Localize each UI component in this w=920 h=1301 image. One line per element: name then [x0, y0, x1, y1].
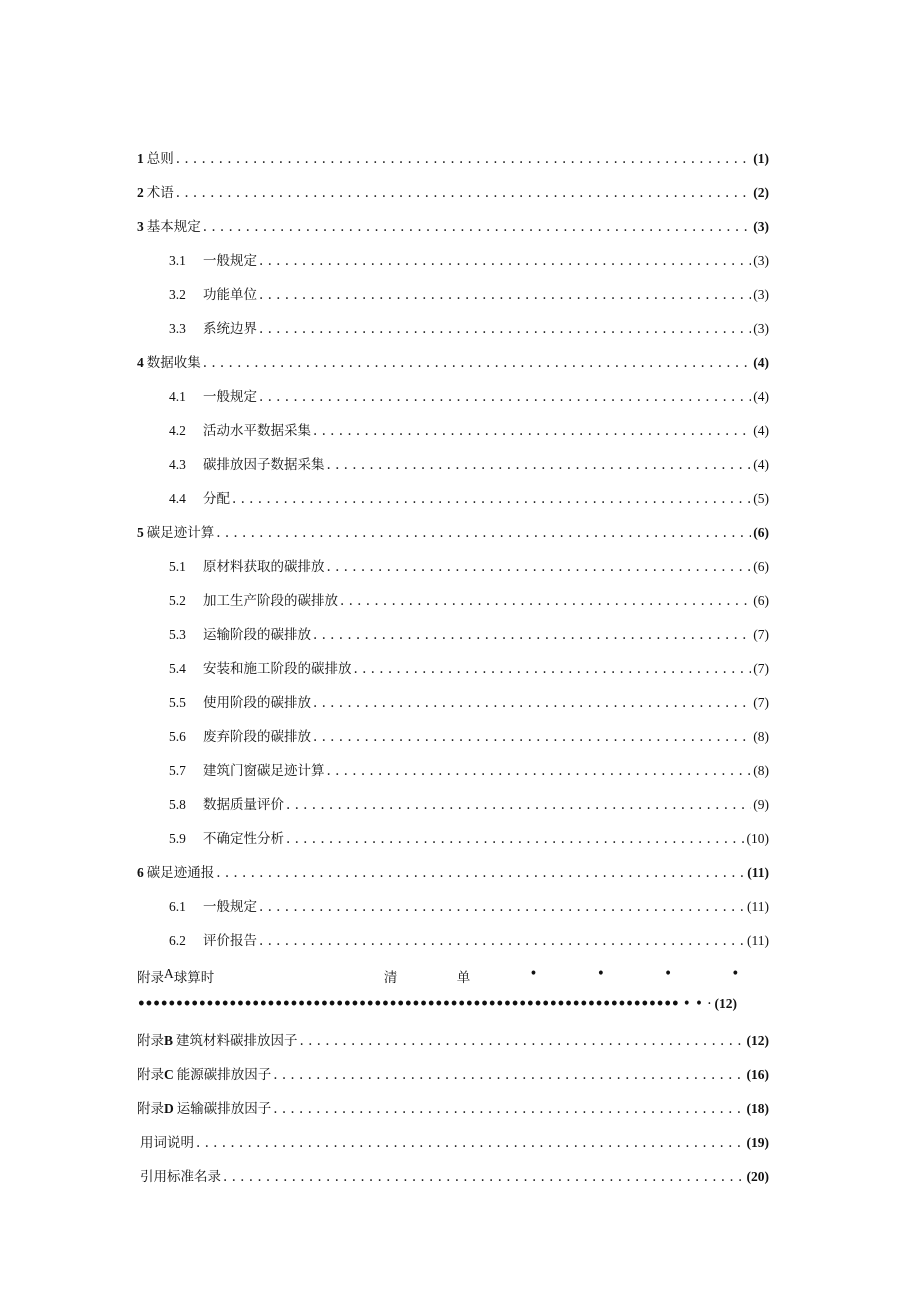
leader-dots	[203, 352, 752, 374]
toc-page: (8)	[753, 729, 769, 744]
toc-number: 4	[137, 355, 144, 370]
toc-number: 5.8	[169, 797, 186, 812]
toc-title: 活动水平数据采集	[203, 423, 311, 439]
toc-title: 术语	[146, 185, 174, 201]
toc-title: 碳足迹通报	[146, 865, 215, 881]
toc-title: 用词说明	[140, 1135, 194, 1151]
appendix-a-char: 清	[383, 970, 398, 986]
leader-dots	[203, 216, 752, 238]
leader-dots	[313, 420, 751, 442]
toc-title: 评价报告	[203, 933, 257, 949]
toc-row[interactable]	[137, 1166, 769, 1200]
appendix-a-spread	[214, 966, 769, 986]
toc-row-appendix[interactable]	[137, 1030, 769, 1064]
toc-title: 废弃阶段的碳排放	[203, 729, 311, 745]
appendix-mark: B	[164, 1033, 174, 1048]
toc-title: 一般规定	[203, 389, 257, 405]
toc-row[interactable]	[137, 760, 769, 794]
leader-dots	[273, 1098, 744, 1120]
toc-title: 分配	[203, 491, 230, 507]
leader-dots	[259, 250, 751, 272]
toc-title: 原材料获取的碳排放	[203, 559, 325, 575]
toc-row[interactable]	[137, 454, 769, 488]
appendix-prefix: 附录	[137, 970, 164, 986]
appendix-a-tail: • • ·	[682, 996, 712, 1012]
toc-row[interactable]	[137, 862, 769, 896]
toc-row[interactable]	[137, 590, 769, 624]
toc-number: 2	[137, 185, 144, 200]
toc-title: 建筑材料碳排放因子	[176, 1033, 298, 1049]
appendix-a-label	[137, 966, 214, 986]
bullet-dot: •	[596, 966, 605, 982]
toc-number: 3	[137, 219, 144, 234]
leader-dots	[176, 182, 752, 204]
appendix-title: 球算时	[173, 970, 215, 986]
toc-title: 运输碳排放因子	[176, 1101, 272, 1117]
leader-dots	[176, 148, 752, 170]
leader-dots	[232, 488, 751, 510]
toc-title: 不确定性分析	[203, 831, 284, 847]
toc-row[interactable]	[137, 930, 769, 964]
leader-dots	[327, 454, 752, 476]
toc-number: 5.1	[169, 559, 186, 574]
leader-dots	[223, 1166, 745, 1188]
toc-row[interactable]	[137, 488, 769, 522]
toc-row[interactable]	[137, 556, 769, 590]
toc-row[interactable]	[137, 352, 769, 386]
toc-page: (6)	[753, 525, 769, 540]
toc-row[interactable]	[137, 216, 769, 250]
toc-page: (7)	[753, 695, 769, 710]
leader-dots	[273, 1064, 744, 1086]
toc-page: (16)	[746, 1067, 769, 1082]
toc-row[interactable]	[137, 726, 769, 760]
leader-dots	[259, 318, 751, 340]
appendix-prefix: 附录	[137, 1067, 164, 1083]
toc-title: 安装和施工阶段的碳排放	[203, 661, 352, 677]
bullet-leader	[137, 996, 680, 1012]
toc-row[interactable]	[137, 386, 769, 420]
toc-row[interactable]	[137, 794, 769, 828]
leader-dots	[259, 930, 745, 952]
leader-dots	[354, 658, 752, 680]
toc-title: 系统边界	[203, 321, 257, 337]
toc-number: 5.9	[169, 831, 186, 846]
toc-number: 3.3	[169, 321, 186, 336]
toc-row[interactable]	[137, 148, 769, 182]
toc-row-appendix[interactable]	[137, 1064, 769, 1098]
leader-dots	[286, 794, 751, 816]
toc-row[interactable]	[137, 318, 769, 352]
toc-page: (1)	[753, 151, 769, 166]
toc-row[interactable]	[137, 522, 769, 556]
toc-number: 3.2	[169, 287, 186, 302]
appendix-mark: D	[164, 1101, 174, 1116]
toc-number: 4.2	[169, 423, 186, 438]
leader-dots	[259, 386, 751, 408]
bullet-dot: •	[731, 966, 740, 982]
leader-dots	[313, 692, 751, 714]
toc-title: 建筑门窗碳足迹计算	[203, 763, 325, 779]
toc-page: (7)	[753, 627, 769, 642]
leader-dots	[259, 284, 751, 306]
table-of-contents	[137, 148, 769, 1200]
toc-row[interactable]	[137, 624, 769, 658]
toc-row[interactable]	[137, 420, 769, 454]
toc-title: 数据质量评价	[203, 797, 284, 813]
leader-dots	[313, 624, 751, 646]
appendix-a-char: 单	[456, 970, 471, 986]
toc-title: 一般规定	[203, 253, 257, 269]
appendix-mark: C	[164, 1067, 174, 1082]
toc-title: 运输阶段的碳排放	[203, 627, 311, 643]
appendix-prefix: 附录	[137, 1101, 164, 1117]
toc-title: 基本规定	[146, 219, 201, 235]
toc-title: 使用阶段的碳排放	[203, 695, 311, 711]
toc-row[interactable]	[137, 250, 769, 284]
toc-number: 6.2	[169, 933, 186, 948]
toc-title: 功能单位	[203, 287, 257, 303]
leader-dots	[340, 590, 751, 612]
toc-row[interactable]	[137, 658, 769, 692]
toc-page: (3)	[753, 287, 769, 302]
toc-number: 6	[137, 865, 144, 880]
toc-page: (4)	[753, 355, 769, 370]
toc-row[interactable]	[137, 284, 769, 318]
toc-page: (3)	[753, 253, 769, 268]
toc-page: (9)	[753, 797, 769, 812]
toc-page: (3)	[753, 219, 769, 234]
toc-number: 4.3	[169, 457, 186, 472]
toc-title: 加工生产阶段的碳排放	[203, 593, 338, 609]
toc-row-appendix-a[interactable]	[137, 966, 769, 1026]
toc-page: (4)	[753, 423, 769, 438]
toc-title: 碳足迹计算	[146, 525, 215, 541]
toc-page: (11)	[747, 865, 769, 880]
toc-title: 能源碳排放因子	[176, 1067, 272, 1083]
appendix-a-continuation	[137, 996, 737, 1026]
appendix-a-line	[137, 966, 769, 988]
toc-number: 5	[137, 525, 144, 540]
toc-page: (4)	[753, 389, 769, 404]
leader-dots	[286, 828, 745, 850]
toc-number: 5.4	[169, 661, 186, 676]
bullet-dot: •	[664, 966, 673, 982]
leader-dots	[196, 1132, 745, 1154]
leader-dots	[216, 522, 751, 544]
toc-number: 4.1	[169, 389, 186, 404]
leader-dots	[216, 862, 745, 884]
toc-number: 4.4	[169, 491, 186, 506]
bullet-dot: •	[529, 966, 538, 982]
toc-number: 3.1	[169, 253, 186, 268]
leader-dots	[313, 726, 751, 748]
toc-number: 6.1	[169, 899, 186, 914]
toc-page: (12)	[746, 1033, 769, 1048]
toc-title: 数据收集	[146, 355, 201, 371]
toc-number: 5.5	[169, 695, 186, 710]
toc-page: (10)	[746, 831, 769, 846]
toc-page: (20)	[746, 1169, 769, 1184]
toc-row[interactable]	[137, 182, 769, 216]
toc-row[interactable]	[137, 1132, 769, 1166]
toc-row-appendix[interactable]	[137, 1098, 769, 1132]
toc-number: 5.6	[169, 729, 186, 744]
appendix-mark: A	[164, 966, 174, 981]
toc-title: 碳排放因子数据采集	[203, 457, 325, 473]
leader-dots	[300, 1030, 745, 1052]
toc-title: 总则	[146, 151, 174, 167]
toc-page: (12)	[714, 996, 737, 1011]
toc-page: (18)	[746, 1101, 769, 1116]
toc-page: (2)	[753, 185, 769, 200]
toc-number: 5.7	[169, 763, 186, 778]
toc-row[interactable]	[137, 896, 769, 930]
toc-page: (8)	[753, 763, 769, 778]
toc-page: (6)	[753, 559, 769, 574]
appendix-prefix: 附录	[137, 1033, 164, 1049]
toc-number: 1	[137, 151, 144, 166]
toc-page: (11)	[747, 933, 769, 948]
leader-dots	[259, 896, 745, 918]
toc-number: 5.3	[169, 627, 186, 642]
toc-page: (3)	[753, 321, 769, 336]
toc-title: 一般规定	[203, 899, 257, 915]
toc-page: (5)	[753, 491, 769, 506]
toc-page: (7)	[753, 661, 769, 676]
leader-dots	[327, 760, 752, 782]
toc-page: (4)	[753, 457, 769, 472]
toc-row[interactable]	[137, 692, 769, 726]
toc-number: 5.2	[169, 593, 186, 608]
toc-page: (6)	[753, 593, 769, 608]
leader-dots	[327, 556, 752, 578]
toc-title: 引用标准名录	[140, 1169, 221, 1185]
toc-row[interactable]	[137, 828, 769, 862]
toc-page: (19)	[746, 1135, 769, 1150]
toc-page: (11)	[747, 899, 769, 914]
